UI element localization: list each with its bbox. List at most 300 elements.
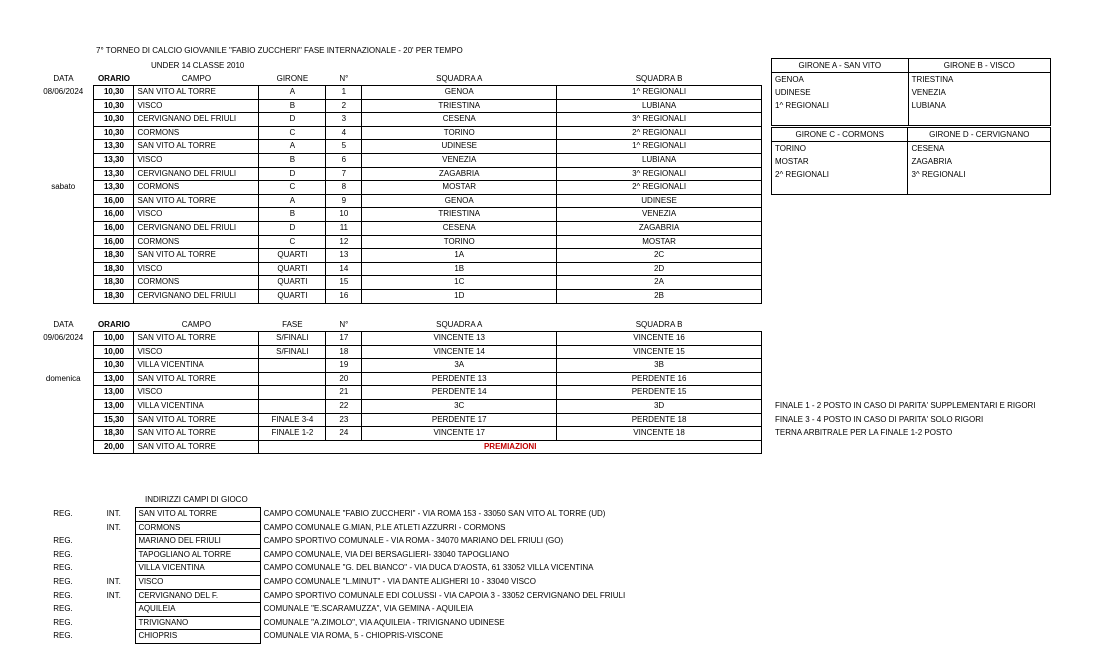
campo-cell: SAN VITO AL TORRE xyxy=(134,194,259,208)
match-row xyxy=(33,345,762,359)
int-flag xyxy=(93,630,135,644)
team-a-cell: MOSTAR xyxy=(362,181,557,195)
fase-cell xyxy=(259,372,326,386)
time-cell: 18,30 xyxy=(94,249,134,263)
team-a-cell: TRIESTINA xyxy=(362,208,557,222)
campo-cell: VISCO xyxy=(134,153,259,167)
team-b-cell: PERDENTE 16 xyxy=(557,372,762,386)
match-number-cell: 5 xyxy=(326,140,362,154)
fase-cell: FINALE 3-4 xyxy=(259,413,326,427)
team-a-cell: 3A xyxy=(362,359,557,373)
col-fase: FASE xyxy=(282,320,303,329)
field-address: COMUNALE "A.ZIMOLO", VIA AQUILEIA - TRIVIGNANO UDINESE xyxy=(263,617,505,627)
campo-cell: SAN VITO AL TORRE xyxy=(134,440,259,454)
time-cell: 10,30 xyxy=(94,126,134,140)
int-flag xyxy=(93,535,135,549)
campo-cell: SAN VITO AL TORRE xyxy=(134,427,259,441)
int-flag xyxy=(93,616,135,630)
team-b-cell: VINCENTE 15 xyxy=(557,345,762,359)
team-a-cell: PERDENTE 13 xyxy=(362,372,557,386)
date-cell xyxy=(33,153,94,167)
time-cell: 16,00 xyxy=(94,221,134,235)
match-row xyxy=(33,332,762,346)
campo-cell: VISCO xyxy=(134,208,259,222)
field-address: CAMPO COMUNALE, VIA DEI BERSAGLIERI- 33040 TAPOGLIANO xyxy=(263,549,510,559)
match-number-cell: 9 xyxy=(326,194,362,208)
field-name: TRIVIGNANO xyxy=(135,616,260,630)
group-team xyxy=(908,181,1051,195)
match-row xyxy=(33,249,762,263)
team-a-cell: PERDENTE 17 xyxy=(362,413,557,427)
field-name: MARIANO DEL FRIULI xyxy=(135,535,260,549)
team-b-cell: LUBIANA xyxy=(557,153,762,167)
int-flag: INT. xyxy=(106,522,121,532)
girone-cell: B xyxy=(259,99,326,113)
time-cell: 10,30 xyxy=(94,99,134,113)
field-name: CORMONS xyxy=(135,521,260,535)
match-row xyxy=(33,167,762,181)
field-row xyxy=(33,589,653,603)
field-name: AQUILEIA xyxy=(135,603,260,617)
group-team: 3^ REGIONALI xyxy=(908,168,1051,181)
girone-cell: D xyxy=(259,167,326,181)
time-cell: 13,00 xyxy=(94,399,134,413)
group-name: GIRONE C - CORMONS xyxy=(772,128,908,142)
reg-flag: REG. xyxy=(53,549,73,559)
schedule-day1 xyxy=(33,73,762,304)
date-cell xyxy=(33,262,94,276)
campo-cell: SAN VITO AL TORRE xyxy=(134,332,259,346)
team-b-cell: 2B xyxy=(557,289,762,303)
field-name: VISCO xyxy=(135,575,260,589)
reg-flag xyxy=(33,521,93,535)
field-row xyxy=(33,575,653,589)
col-girone: GIRONE xyxy=(276,74,309,83)
date-cell xyxy=(33,194,94,208)
field-address: CAMPO COMUNALE "G. DEL BIANCO" - VIA DUCA D'AOSTA, 61 33052 VILLA VICENTINA xyxy=(263,563,594,573)
date-cell xyxy=(33,99,94,113)
weekday-cell: domenica xyxy=(45,373,81,383)
team-a-cell: VINCENTE 13 xyxy=(362,332,557,346)
date-cell xyxy=(33,221,94,235)
team-b-cell: 3^ REGIONALI xyxy=(557,113,762,127)
int-flag: INT. xyxy=(106,576,121,586)
group-team-row xyxy=(772,142,1051,156)
campo-cell: CERVIGNANO DEL FRIULI xyxy=(134,167,259,181)
girone-cell: A xyxy=(259,140,326,154)
match-row xyxy=(33,153,762,167)
team-b-cell: 1^ REGIONALI xyxy=(557,140,762,154)
col-squadra-b: SQUADRA B xyxy=(635,74,683,83)
fase-cell: FINALE 1-2 xyxy=(259,427,326,441)
campo-cell: CORMONS xyxy=(134,126,259,140)
date-cell xyxy=(33,208,94,222)
col-squadra-a: SQUADRA A xyxy=(436,320,483,329)
girone-cell: B xyxy=(259,153,326,167)
col-orario: ORARIO xyxy=(97,320,130,329)
match-row xyxy=(33,140,762,154)
group-team: CESENA xyxy=(908,142,1051,156)
team-a-cell: GENOA xyxy=(362,86,557,100)
girone-cell: C xyxy=(259,235,326,249)
time-cell: 13,30 xyxy=(94,181,134,195)
campo-cell: CORMONS xyxy=(134,235,259,249)
match-number-cell: 18 xyxy=(326,345,362,359)
groups-top xyxy=(771,58,1051,126)
match-number-cell: 6 xyxy=(326,153,362,167)
group-team: ZAGABRIA xyxy=(908,155,1051,168)
match-number-cell: 11 xyxy=(326,221,362,235)
group-team: VENEZIA xyxy=(908,86,1050,99)
col-orario: ORARIO xyxy=(97,74,130,83)
team-a-cell: PERDENTE 14 xyxy=(362,386,557,400)
team-a-cell: VENEZIA xyxy=(362,153,557,167)
final-notes xyxy=(775,399,1036,440)
team-b-cell: 2^ REGIONALI xyxy=(557,181,762,195)
field-address: CAMPO COMUNALE "FABIO ZUCCHERI" - VIA ROMA 153 - 33050 SAN VITO AL TORRE (UD) xyxy=(263,509,606,518)
groups-bottom xyxy=(771,127,1051,195)
field-row xyxy=(33,630,653,644)
col-campo: CAMPO xyxy=(181,320,212,329)
team-a-cell: TORINO xyxy=(362,126,557,140)
field-address: CAMPO SPORTIVO COMUNALE - VIA ROMA - 34070 MARIANO DEL FRIULI (GO) xyxy=(263,536,564,546)
match-number-cell: 13 xyxy=(326,249,362,263)
time-cell: 15,30 xyxy=(94,413,134,427)
field-row xyxy=(33,603,653,617)
field-row xyxy=(33,616,653,630)
match-number-cell: 4 xyxy=(326,126,362,140)
team-b-cell: 2A xyxy=(557,276,762,290)
match-row xyxy=(33,99,762,113)
match-number-cell: 7 xyxy=(326,167,362,181)
match-row xyxy=(33,359,762,373)
reg-flag: REG. xyxy=(53,536,73,546)
girone-cell: QUARTI xyxy=(259,276,326,290)
time-cell: 10,30 xyxy=(94,86,134,100)
date-cell xyxy=(33,399,94,413)
int-flag xyxy=(93,562,135,576)
field-address: CAMPO COMUNALE G.MIAN, P.LE ATLETI AZZURRI - CORMONS xyxy=(263,522,506,532)
time-cell: 16,00 xyxy=(94,208,134,222)
group-team-row xyxy=(772,168,1051,181)
note-line: TERNA ARBITRALE PER LA FINALE 1-2 POSTO xyxy=(775,428,953,437)
col-squadra-b: SQUADRA B xyxy=(635,320,683,329)
field-name: CERVIGNANO DEL F. xyxy=(135,589,260,603)
time-cell: 18,30 xyxy=(94,427,134,441)
time-cell: 10,00 xyxy=(94,332,134,346)
time-cell: 16,00 xyxy=(94,194,134,208)
date-cell xyxy=(33,235,94,249)
match-number-cell: 10 xyxy=(326,208,362,222)
int-flag xyxy=(93,548,135,562)
tournament-subtitle: UNDER 14 CLASSE 2010 xyxy=(151,61,245,70)
col-squadra-a: SQUADRA A xyxy=(436,74,483,83)
match-number-cell: 2 xyxy=(326,99,362,113)
reg-flag: REG. xyxy=(53,604,73,614)
girone-cell: B xyxy=(259,208,326,222)
field-address: CAMPO COMUNALE "L.MINUT" - VIA DANTE ALIGHERI 10 - 33040 VISCO xyxy=(263,576,536,586)
match-row xyxy=(33,386,762,400)
reg-flag: REG. xyxy=(53,576,73,586)
team-b-cell: 2D xyxy=(557,262,762,276)
group-team: 2^ REGIONALI xyxy=(772,168,908,181)
team-b-cell: 3D xyxy=(557,399,762,413)
col-data: DATA xyxy=(53,74,74,84)
girone-cell: D xyxy=(259,221,326,235)
date-cell xyxy=(33,276,94,290)
field-row xyxy=(33,562,653,576)
time-cell: 18,30 xyxy=(94,276,134,290)
team-a-cell: CESENA xyxy=(362,221,557,235)
team-b-cell: 2C xyxy=(557,249,762,263)
time-cell: 13,30 xyxy=(94,153,134,167)
campo-cell: CERVIGNANO DEL FRIULI xyxy=(134,221,259,235)
girone-cell: D xyxy=(259,113,326,127)
reg-flag: REG. xyxy=(53,563,73,573)
match-number-cell: 15 xyxy=(326,276,362,290)
fase-cell: S/FINALI xyxy=(259,332,326,346)
match-row xyxy=(33,262,762,276)
team-a-cell: 1A xyxy=(362,249,557,263)
time-cell: 10,00 xyxy=(94,345,134,359)
match-row xyxy=(33,427,762,441)
group-team-row xyxy=(772,73,1051,87)
group-header-row xyxy=(772,59,1051,73)
match-row xyxy=(33,399,762,413)
team-b-cell: LUBIANA xyxy=(557,99,762,113)
date-cell xyxy=(33,386,94,400)
campo-cell: VILLA VICENTINA xyxy=(134,359,259,373)
girone-cell: C xyxy=(259,181,326,195)
team-a-cell: 3C xyxy=(362,399,557,413)
team-a-cell: 1D xyxy=(362,289,557,303)
time-cell: 18,30 xyxy=(94,262,134,276)
team-a-cell: TORINO xyxy=(362,235,557,249)
match-number-cell: 1 xyxy=(326,86,362,100)
team-b-cell: PERDENTE 15 xyxy=(557,386,762,400)
match-row xyxy=(33,276,762,290)
date-cell: 09/06/2024 xyxy=(43,333,84,342)
campo-cell: CERVIGNANO DEL FRIULI xyxy=(134,113,259,127)
note-line: FINALE 3 - 4 POSTO IN CASO DI PARITA' SOLO RIGORI xyxy=(775,414,984,424)
match-number-cell: 20 xyxy=(326,372,362,386)
field-name: CHIOPRIS xyxy=(135,630,260,644)
group-team-row xyxy=(772,112,1051,126)
group-team: TORINO xyxy=(772,142,908,156)
match-number-cell: 23 xyxy=(326,413,362,427)
team-a-cell: ZAGABRIA xyxy=(362,167,557,181)
col-data: DATA xyxy=(53,320,74,330)
match-number-cell: 21 xyxy=(326,386,362,400)
team-a-cell: VINCENTE 14 xyxy=(362,345,557,359)
match-row xyxy=(33,235,762,249)
group-name: GIRONE B - VISCO xyxy=(908,59,1050,73)
date-cell xyxy=(33,167,94,181)
fase-cell xyxy=(259,386,326,400)
schedule-day2 xyxy=(33,319,762,454)
team-b-cell: 3B xyxy=(557,359,762,373)
team-b-cell: VENEZIA xyxy=(557,208,762,222)
date-cell xyxy=(33,113,94,127)
match-row xyxy=(33,113,762,127)
field-row xyxy=(33,535,653,549)
campo-cell: SAN VITO AL TORRE xyxy=(134,86,259,100)
girone-cell: QUARTI xyxy=(259,249,326,263)
team-b-cell: 2^ REGIONALI xyxy=(557,126,762,140)
group-name: GIRONE D - CERVIGNANO xyxy=(908,128,1051,142)
campo-cell: SAN VITO AL TORRE xyxy=(134,372,259,386)
date-cell xyxy=(33,440,94,454)
campo-cell: SAN VITO AL TORRE xyxy=(134,249,259,263)
time-cell: 18,30 xyxy=(94,289,134,303)
group-team xyxy=(772,181,908,195)
team-b-cell: MOSTAR xyxy=(557,235,762,249)
campo-cell: SAN VITO AL TORRE xyxy=(134,140,259,154)
team-b-cell: VINCENTE 18 xyxy=(557,427,762,441)
girone-cell: A xyxy=(259,194,326,208)
field-address: CAMPO SPORTIVO COMUNALE EDI COLUSSI - VIA CAPOIA 3 - 33052 CERVIGNANO DEL FRIULI xyxy=(263,590,626,600)
date-cell xyxy=(33,126,94,140)
group-team-row xyxy=(772,86,1051,99)
match-number-cell: 19 xyxy=(326,359,362,373)
group-team: 1^ REGIONALI xyxy=(772,99,909,112)
header-row xyxy=(33,319,762,332)
match-row xyxy=(33,413,762,427)
team-a-cell: TRIESTINA xyxy=(362,99,557,113)
girone-cell: QUARTI xyxy=(259,262,326,276)
time-cell: 13,30 xyxy=(94,167,134,181)
campo-cell: SAN VITO AL TORRE xyxy=(134,413,259,427)
awards-row xyxy=(33,440,762,454)
campo-cell: CERVIGNANO DEL FRIULI xyxy=(134,289,259,303)
campo-cell: CORMONS xyxy=(134,181,259,195)
time-cell: 16,00 xyxy=(94,235,134,249)
match-number-cell: 17 xyxy=(326,332,362,346)
group-team xyxy=(908,112,1050,126)
team-a-cell: UDINESE xyxy=(362,140,557,154)
group-team: TRIESTINA xyxy=(908,73,1050,87)
team-a-cell: VINCENTE 17 xyxy=(362,427,557,441)
team-b-cell: ZAGABRIA xyxy=(557,221,762,235)
group-team: LUBIANA xyxy=(908,99,1050,112)
group-team: MOSTAR xyxy=(772,155,908,168)
group-team-row xyxy=(772,155,1051,168)
time-cell: 13,00 xyxy=(94,372,134,386)
match-row xyxy=(33,208,762,222)
int-flag: INT. xyxy=(106,509,121,518)
group-header-row xyxy=(772,128,1051,142)
field-address: COMUNALE "E.SCARAMUZZA", VIA GEMINA - AQUILEIA xyxy=(263,604,474,614)
fields-table xyxy=(33,507,653,644)
match-number-cell: 14 xyxy=(326,262,362,276)
campo-cell: VISCO xyxy=(134,262,259,276)
campo-cell: VISCO xyxy=(134,345,259,359)
team-b-cell: PERDENTE 18 xyxy=(557,413,762,427)
fase-cell: S/FINALI xyxy=(259,345,326,359)
field-name: VILLA VICENTINA xyxy=(135,562,260,576)
group-team: GENOA xyxy=(772,73,909,87)
date-cell: 08/06/2024 xyxy=(43,87,84,96)
match-row xyxy=(33,126,762,140)
team-a-cell: GENOA xyxy=(362,194,557,208)
team-b-cell: 1^ REGIONALI xyxy=(557,86,762,100)
match-number-cell: 22 xyxy=(326,399,362,413)
date-cell xyxy=(33,249,94,263)
note-line: FINALE 1 - 2 POSTO IN CASO DI PARITA' SUPPLEMENTARI E RIGORI xyxy=(775,401,1036,410)
reg-flag: REG. xyxy=(53,590,73,600)
match-number-cell: 3 xyxy=(326,113,362,127)
int-flag xyxy=(93,603,135,617)
col-campo: CAMPO xyxy=(181,74,212,83)
match-number-cell: 16 xyxy=(326,289,362,303)
match-number-cell: 24 xyxy=(326,427,362,441)
awards-cell: PREMIAZIONI xyxy=(259,440,762,454)
team-b-cell: 3^ REGIONALI xyxy=(557,167,762,181)
date-cell xyxy=(33,359,94,373)
reg-flag: REG. xyxy=(53,617,73,627)
girone-cell: C xyxy=(259,126,326,140)
time-cell: 10,30 xyxy=(94,113,134,127)
fields-title: INDIRIZZI CAMPI DI GIOCO xyxy=(145,495,248,504)
team-a-cell: 1C xyxy=(362,276,557,290)
time-cell: 10,30 xyxy=(94,359,134,373)
match-row xyxy=(33,194,762,208)
field-address: COMUNALE VIA ROMA, 5 - CHIOPRIS-VISCONE xyxy=(263,631,444,641)
field-name: SAN VITO AL TORRE xyxy=(135,508,260,522)
group-team-row xyxy=(772,99,1051,112)
field-row xyxy=(33,548,653,562)
field-row xyxy=(33,521,653,535)
campo-cell: CORMONS xyxy=(134,276,259,290)
group-team-row xyxy=(772,181,1051,195)
girone-cell: QUARTI xyxy=(259,289,326,303)
campo-cell: VISCO xyxy=(134,386,259,400)
match-row xyxy=(33,181,762,195)
time-cell: 13,00 xyxy=(94,386,134,400)
team-a-cell: CESENA xyxy=(362,113,557,127)
int-flag: INT. xyxy=(106,590,121,600)
match-row xyxy=(33,86,762,100)
date-cell xyxy=(33,345,94,359)
reg-flag: REG. xyxy=(53,509,73,518)
team-b-cell: VINCENTE 16 xyxy=(557,332,762,346)
tournament-title: 7° TORNEO DI CALCIO GIOVANILE "FABIO ZUCCHERI" FASE INTERNAZIONALE - 20' PER TEMPO xyxy=(96,46,463,55)
match-number-cell: 12 xyxy=(326,235,362,249)
group-name: GIRONE A - SAN VITO xyxy=(772,59,909,73)
match-row xyxy=(33,372,762,386)
date-cell xyxy=(33,413,94,427)
fase-cell xyxy=(259,399,326,413)
time-cell: 20,00 xyxy=(94,440,134,454)
time-cell: 13,30 xyxy=(94,140,134,154)
date-cell xyxy=(33,140,94,154)
group-team xyxy=(772,112,909,126)
team-a-cell: 1B xyxy=(362,262,557,276)
match-number-cell: 8 xyxy=(326,181,362,195)
col-n: N° xyxy=(339,320,349,329)
reg-flag: REG. xyxy=(53,631,73,641)
field-name: TAPOGLIANO AL TORRE xyxy=(135,548,260,562)
date-cell xyxy=(33,427,94,441)
girone-cell: A xyxy=(259,86,326,100)
date-cell xyxy=(33,289,94,303)
campo-cell: VILLA VICENTINA xyxy=(134,399,259,413)
campo-cell: VISCO xyxy=(134,99,259,113)
fase-cell xyxy=(259,359,326,373)
header-row xyxy=(33,73,762,86)
group-team: UDINESE xyxy=(772,86,909,99)
match-row xyxy=(33,221,762,235)
